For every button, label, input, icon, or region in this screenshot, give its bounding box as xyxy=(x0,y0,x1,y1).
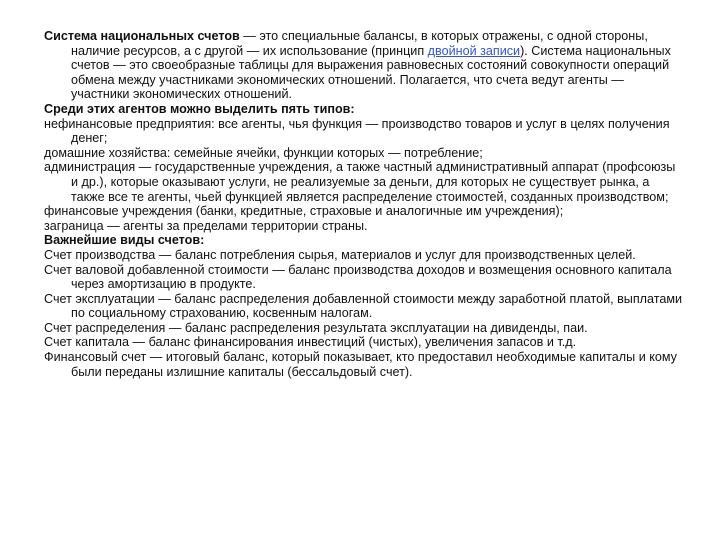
account-item: Счет распределения — баланс распределения результата эксплуатации на дивиденды, паи. xyxy=(44,320,588,335)
intro-text-1: — это специальные балансы, в которых отражены, с одной стороны, наличие ресурсов, а с другой — их использование (принцип xyxy=(71,29,648,58)
agent-item: администрация — государственные учреждения, а также частный административный аппарат (профсоюзы и др.), которые оказывают услуги, не реализуемые за деньги, для которых не существует рынка, а также все те агенты, чьей функцией является распределение стоимостей, созданных производством; xyxy=(44,160,676,204)
agent-item: финансовые учреждения (банки, кредитные, страховые и аналогичные им учреждения); xyxy=(44,204,564,219)
intro-paragraph xyxy=(44,29,684,102)
account-item: Счет эксплуатации — баланс распределения добавленной стоимости между заработной платой, выплатами по социальному страхованию, косвенным налогам. xyxy=(44,291,683,321)
agent-item: нефинансовые предприятия: все агенты, чья функция — производство товаров и услуг в целях получения денег; xyxy=(44,116,670,146)
intro-term: Система национальных счетов xyxy=(44,29,240,43)
double-entry-link[interactable]: двойной записи xyxy=(427,43,521,58)
accounts-heading: Важнейшие виды счетов: xyxy=(44,233,205,248)
agent-item: заграница — агенты за пределами территории страны. xyxy=(44,218,368,233)
account-item: Счет валовой добавленной стоимости — баланс производства доходов и возмещения основного капитала через амортизацию в продукте. xyxy=(44,262,672,292)
agents-heading: Среди этих агентов можно выделить пять типов: xyxy=(44,101,355,116)
account-item: Счет производства — баланс потребления сырья, материалов и услуг для производственных целей. xyxy=(44,247,636,262)
account-item: Финансовый счет — итоговый баланс, который показывает, кто предоставил необходимые капиталы и кому были переданы излишние капиталы (бессальдовый счет). xyxy=(44,350,677,379)
intro-text-2: ). Система национальных счетов — это своеобразные таблицы для выражения равновесных состояний совокупности операций обмена между участниками экономических отношений. Полагается, что счета ведут агенты — участники экономических отношений. xyxy=(71,43,671,102)
account-item: Счет капитала — баланс финансирования инвестиций (чистых), увеличения запасов и т.д. xyxy=(44,335,577,350)
agent-item: домашние хозяйства: семейные ячейки, функции которых — потребление; xyxy=(44,145,483,160)
